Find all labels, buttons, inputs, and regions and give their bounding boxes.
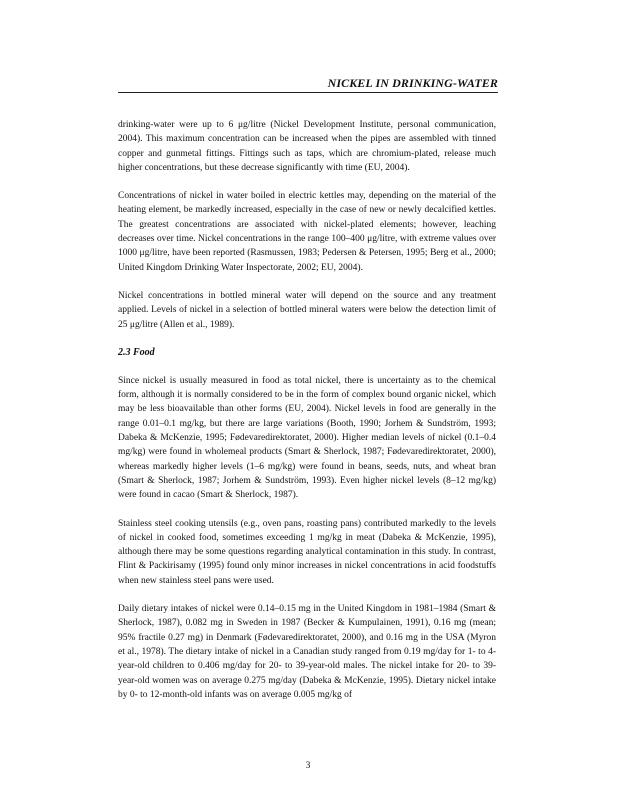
header-rule bbox=[118, 92, 498, 93]
paragraph-electric-kettles: Concentrations of nickel in water boiled in electric kettles may, depending on the material of the heating element, be markedly increased, especially in the case of new or newly decalcified kettles. The greatest concentrations are associated with nickel-plated elements; however, leaching decreases over time. Nickel concentrations in the range 100–400 μg/litre, with extreme values over 1000 μg/litre, have been reported (Rasmussen, 1983; Pedersen & Petersen, 1995; Berg et al., 2000; United Kingdom Drinking Water Inspectorate, 2002; EU, 2004). bbox=[118, 191, 496, 273]
paragraph-cooking-utensils: Stainless steel cooking utensils (e.g., oven pans, roasting pans) contributed markedly to the levels of nickel in cooked food, sometimes exceeding 1 mg/kg in meat (Dabeka & McKenzie, 1995), although there may be some questions regarding analytical contamination in this study. In contrast, Flint & Packirisamy (1995) found only minor increases in nickel concentrations in acid foodstuffs when new stainless steel pans were used. bbox=[118, 518, 496, 586]
paragraph-bottled-water: Nickel concentrations in bottled mineral water will depend on the source and any treatment applied. Levels of nickel in a selection of bottled mineral waters were below the detection limit of 25 μg/litre (Allen et al., 1989). bbox=[118, 290, 496, 330]
page-number: 3 bbox=[305, 761, 311, 771]
paragraph-water-pipes: drinking-water were up to 6 μg/litre (Nickel Development Institute, personal communication, 2004). This maximum concentration can be increased when the pipes are assembled with tinned copper and gunmetal fittings. Fittings such as taps, which are chromium-plated, release much higher concentrations, but these decrease significantly with time (EU, 2004). bbox=[118, 120, 496, 173]
paragraph-food-nickel-levels: Since nickel is usually measured in food as total nickel, there is uncertainty as to the chemical form, although it is normally considered to be in the form of complex bound organic nickel, which may be less bioavailable than other forms (EU, 2004). Nickel levels in food are generally in the range 0.01–0.1 mg/kg, but there are large variations (Booth, 1990; Jorhem & Sundström, 1993; Dabeka & McKenzie, 1995; Fødevaredirektoratet, 2000). Higher median levels of nickel (0.1–0.4 mg/kg) were found in wholemeal products (Smart & Sherlock, 1987; Fødevaredirektoratet, 2000), whereas markedly higher levels (1–6 mg/kg) were found in beans, seeds, nuts, and wheat bran (Smart & Sherlock, 1987; Jorhem & Sundström, 1993). Even higher nickel levels (8–12 mg/kg) were found in cacao (Smart & Sherlock, 1987). bbox=[118, 375, 496, 501]
page-body bbox=[118, 118, 496, 716]
paragraph-dietary-intake: Daily dietary intakes of nickel were 0.14–0.15 mg in the United Kingdom in 1981–1984 (Smart & Sherlock, 1987), 0.082 mg in Sweden in 1987 (Becker & Kumpulainen, 1991), 0.16 mg (mean; 95% fractile 0.27 mg) in Denmark (Fødevaredirektoratet, 2000), and 0.16 mg in the USA (Myron et al., 1978). The dietary intake of nickel in a Canadian study ranged from 0.19 mg/day for 1- to 4-year-old children to 0.406 mg/day for 20- to 39-year-old males. The nickel intake for 20- to 39-year-old women was on average 0.275 mg/day (Dabeka & McKenzie, 1995). Dietary nickel intake by 0- to 12-month-old infants was on average 0.005 mg/kg of bbox=[118, 604, 496, 700]
running-header-title: NICKEL IN DRINKING-WATER bbox=[327, 76, 498, 90]
section-heading-food: 2.3 Food bbox=[118, 346, 155, 358]
